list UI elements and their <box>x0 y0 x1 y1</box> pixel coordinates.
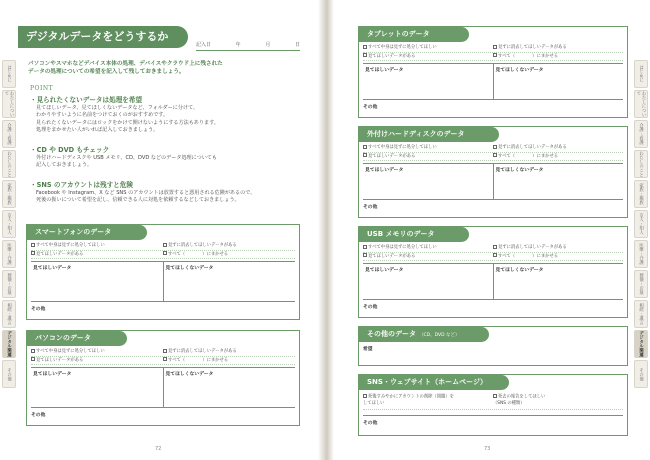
checkbox[interactable] <box>363 53 367 57</box>
left-page <box>0 0 318 460</box>
option-label: すべて（ ）にまかせる <box>168 251 229 257</box>
dont-want-seen-box[interactable]: 見てほしくないデータ <box>493 264 624 299</box>
tip-line: 見られたくないデータにはロックをかけて開けないようにする方法もあります。 <box>36 119 219 126</box>
checkbox[interactable] <box>363 145 367 149</box>
index-tab[interactable]: はじめに <box>634 60 648 88</box>
option-entrust[interactable] <box>163 251 295 259</box>
data-boxes <box>363 163 623 199</box>
record-date <box>196 41 300 51</box>
sns-section <box>358 374 628 436</box>
option-all-delete[interactable] <box>31 242 163 250</box>
option-all-delete[interactable] <box>363 44 493 52</box>
option-delete-account[interactable] <box>363 394 493 407</box>
checkbox[interactable] <box>31 357 35 361</box>
other-field[interactable]: その他 <box>363 415 623 434</box>
index-tab[interactable]: 葬儀・お墓 <box>2 270 16 298</box>
other-field[interactable]: その他 <box>363 199 623 216</box>
checkbox[interactable] <box>31 243 35 247</box>
section-heading: スマートフォンのデータ <box>27 225 147 240</box>
smartphone-section <box>26 224 300 320</box>
want-seen-box[interactable]: 見てほしいデータ <box>365 268 404 273</box>
option-label: すべて（ ）にまかせる <box>498 253 559 259</box>
want-seen-box[interactable]: 見てほしいデータ <box>33 266 72 271</box>
data-boxes <box>31 367 295 407</box>
section-heading-note: （CD、DVD など） <box>419 333 460 338</box>
options <box>31 348 295 365</box>
index-tab[interactable]: 医療・介護 <box>634 240 648 268</box>
tip-cd-dvd <box>30 145 298 170</box>
book-gutter <box>318 0 334 460</box>
index-tab[interactable]: 相続・遺言 <box>2 300 16 328</box>
option-entrust[interactable] <box>493 53 623 61</box>
index-tab[interactable]: 家族・親族 <box>634 180 648 208</box>
option-label: 死後すみやかにアカウントの削除（閉鎖）を してほしい <box>363 394 454 406</box>
checkbox[interactable] <box>163 243 167 247</box>
point-label: POINT <box>30 85 54 92</box>
option-label: すべて中身は見ずに処分してほしい <box>368 45 437 50</box>
option-want-seen[interactable] <box>31 357 163 365</box>
option-label: 見てほしいデータがある <box>368 153 416 159</box>
tip-line: 記入しておきましょう。 <box>36 162 93 169</box>
options <box>363 144 623 161</box>
option-label: 見てほしいデータがある <box>368 53 416 59</box>
tip-heading: ・SNS のアカウントは残すと危険 <box>30 181 133 189</box>
option-label: 見てほしいデータがある <box>368 253 416 259</box>
section-heading <box>359 327 489 342</box>
checkbox[interactable] <box>31 349 35 353</box>
index-tab[interactable]: わたしについて <box>4 91 14 117</box>
want-seen-box[interactable]: 見てほしいデータ <box>33 372 72 377</box>
section-heading: SNS・ウェブサイト（ホームページ） <box>359 375 509 390</box>
other-field[interactable]: その他 <box>31 407 295 424</box>
checkbox[interactable] <box>163 357 167 361</box>
other-data-section <box>358 326 628 366</box>
tip-line: Facebook や Instagram、X など SNS のアカウントは放置すると悪用される危険があるので、 <box>36 190 256 196</box>
checkbox[interactable] <box>363 45 367 49</box>
index-tab[interactable]: わたしのこと <box>2 150 16 178</box>
section-heading-text: その他のデータ <box>367 330 416 338</box>
checkbox[interactable] <box>363 394 367 398</box>
data-boxes <box>363 263 623 299</box>
other-field[interactable]: その他 <box>31 301 295 318</box>
option-some-delete[interactable] <box>493 144 623 152</box>
data-boxes <box>363 63 623 99</box>
options <box>363 44 623 61</box>
tip-line: わかりやすいように名前をつけておくのがおすすめです。 <box>36 112 169 119</box>
option-want-seen[interactable] <box>363 153 493 161</box>
checkbox[interactable] <box>31 251 35 255</box>
section-heading: パソコンのデータ <box>27 331 127 346</box>
options <box>363 244 623 261</box>
data-boxes <box>31 261 295 301</box>
other-field[interactable]: その他 <box>363 99 623 116</box>
checkbox[interactable] <box>493 394 497 398</box>
option-all-delete[interactable] <box>363 144 493 152</box>
index-tab[interactable]: 介護・看護 <box>634 120 648 148</box>
page-number: 72 <box>155 446 162 452</box>
tip-heading: ・CD や DVD もチェック <box>30 146 110 154</box>
tip-line: 見てほしいデータ、見てほしくないデータなど、フォルダーに分けて、 <box>36 105 199 111</box>
record-date-day[interactable]: 日 <box>294 42 300 48</box>
index-tab[interactable]: その他 <box>2 360 16 388</box>
option-label: すべて（ ）にまかせる <box>168 357 229 363</box>
dont-want-seen-box[interactable]: 見てほしくないデータ <box>163 368 296 407</box>
checkbox[interactable] <box>493 153 497 157</box>
want-seen-box[interactable]: 見てほしいデータ <box>365 68 404 73</box>
tip-hidden-data <box>30 95 298 135</box>
index-tab[interactable]: わたしについて <box>636 91 646 117</box>
index-tab[interactable]: 介護・看護 <box>2 120 16 148</box>
options <box>363 394 623 410</box>
option-some-delete[interactable] <box>163 348 295 356</box>
index-tab-active[interactable]: デジタル関連 <box>2 330 16 358</box>
checkbox[interactable] <box>493 145 497 149</box>
option-some-delete[interactable] <box>493 44 623 52</box>
tip-sns <box>30 180 298 205</box>
option-label: すべて中身は見ずに処分してほしい <box>36 349 105 354</box>
option-label: すべて（ ）にまかせる <box>498 153 559 159</box>
index-tab[interactable]: 相続・遺言 <box>634 300 648 328</box>
option-label: すべて（ ）にまかせる <box>498 53 559 59</box>
option-label: 死去の報告をしてほしい （SNS の種類） <box>493 394 546 406</box>
option-label: 見ずに消去してほしいデータがある <box>498 45 567 50</box>
option-entrust[interactable] <box>493 153 623 161</box>
checkbox[interactable] <box>493 245 497 249</box>
option-entrust[interactable] <box>163 357 295 365</box>
checkbox[interactable] <box>493 45 497 49</box>
right-page <box>334 0 650 460</box>
pc-section <box>26 330 300 426</box>
option-all-delete[interactable] <box>31 348 163 356</box>
intro-line: パソコンやスマホなどデバイス本体の処理、デバイスやクラウド上に残された <box>28 61 223 67</box>
want-seen-box[interactable]: 見てほしいデータ <box>365 168 404 173</box>
checkbox[interactable] <box>363 245 367 249</box>
option-want-seen[interactable] <box>31 251 163 259</box>
dont-want-seen-box[interactable]: 見てほしくないデータ <box>493 164 624 199</box>
option-label: 見ずに消去してほしいデータがある <box>168 243 237 248</box>
record-date-label: 記入日 <box>196 42 212 48</box>
option-label: 見ずに消去してほしいデータがある <box>498 145 567 150</box>
index-tab[interactable]: 医療・介護 <box>2 240 16 268</box>
option-entrust[interactable] <box>493 253 623 261</box>
option-label: 見ずに消去してほしいデータがある <box>168 349 237 354</box>
tip-heading: ・見られたくないデータは処理を希望 <box>30 96 143 104</box>
option-label: すべて中身は見ずに処分してほしい <box>36 243 105 248</box>
right-index-tabs <box>634 60 648 388</box>
index-tab[interactable]: わたしのこと <box>634 150 648 178</box>
index-tab[interactable]: 葬儀・お墓 <box>634 270 648 298</box>
section-heading: タブレットのデータ <box>359 27 469 42</box>
page-title: デジタルデータをどうするか <box>18 26 188 48</box>
index-tab[interactable]: 友人・知人 <box>634 210 648 238</box>
index-tab[interactable]: はじめに <box>2 60 16 88</box>
record-date-month[interactable]: 月 <box>265 42 271 48</box>
checkbox[interactable] <box>493 53 497 57</box>
index-tab[interactable]: 友人・知人 <box>2 210 16 238</box>
option-some-delete[interactable] <box>493 244 623 252</box>
option-want-seen[interactable] <box>363 53 493 61</box>
option-label: 見てほしいデータがある <box>36 357 84 363</box>
option-all-delete[interactable] <box>363 244 493 252</box>
option-label: 見ずに消去してほしいデータがある <box>498 245 567 250</box>
index-tab-active[interactable]: デジタル関連 <box>634 330 648 358</box>
record-date-year[interactable]: 年 <box>235 42 241 48</box>
intro-line: データの処理についての希望を記入して残しておきましょう。 <box>28 69 185 75</box>
option-some-delete[interactable] <box>163 242 295 250</box>
usb-section <box>358 226 628 318</box>
option-label: 見てほしいデータがある <box>36 251 84 257</box>
tablet-section <box>358 26 628 118</box>
tip-line: 外付けハードディスクや USB メモリ、CD、DVD などのデータ処理についても <box>36 155 217 161</box>
checkbox[interactable] <box>493 253 497 257</box>
left-index-tabs <box>2 60 16 388</box>
tip-line: 処理をまかせたい人がいれば記入しておきましょう。 <box>36 127 159 134</box>
checkbox[interactable] <box>363 253 367 257</box>
section-heading: 外付けハードディスクのデータ <box>359 127 499 142</box>
checkbox[interactable] <box>163 251 167 255</box>
option-label: すべて中身は見ずに処分してほしい <box>368 145 437 150</box>
dont-want-seen-box[interactable]: 見てほしくないデータ <box>163 262 296 301</box>
page-number: 73 <box>484 446 491 452</box>
index-tab[interactable]: その他 <box>634 360 648 388</box>
intro-text <box>28 60 296 76</box>
options <box>31 242 295 259</box>
dont-want-seen-box[interactable]: 見てほしくないデータ <box>493 64 624 99</box>
index-tab[interactable]: 家族・親族 <box>2 180 16 208</box>
option-report-death[interactable] <box>493 394 623 407</box>
option-want-seen[interactable] <box>363 253 493 261</box>
checkbox[interactable] <box>163 349 167 353</box>
section-heading: USB メモリのデータ <box>359 227 469 242</box>
external-hdd-section <box>358 126 628 218</box>
option-label: すべて中身は見ずに処分してほしい <box>368 245 437 250</box>
tip-line: 死後の扱いについて希望を記し、信頼できる人に対処を依頼するなどしておきましょう。 <box>36 197 240 204</box>
other-field[interactable]: その他 <box>363 299 623 316</box>
hope-field[interactable]: 希望 <box>363 347 373 352</box>
checkbox[interactable] <box>363 153 367 157</box>
